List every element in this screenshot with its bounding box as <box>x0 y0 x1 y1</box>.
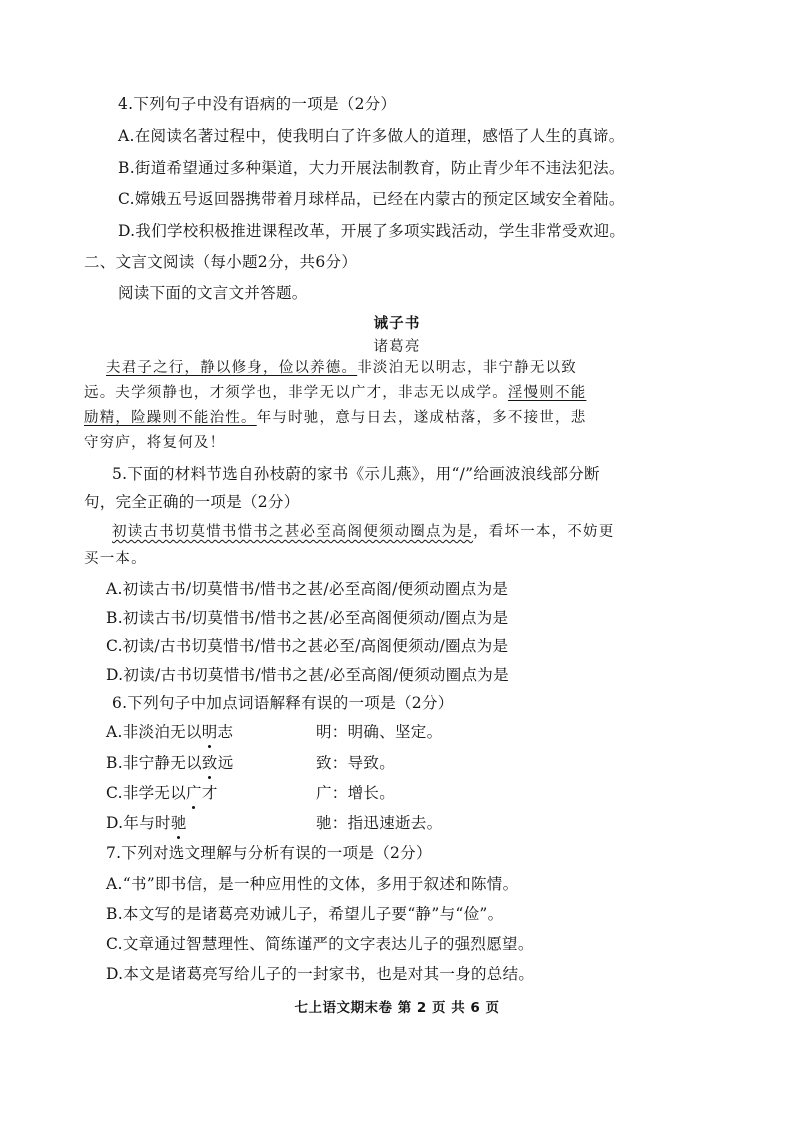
q6-stem: 6.下列句子中加点词语解释有误的一项是（2分） <box>112 694 454 712</box>
passage-text-3: 年与时驰，意与日去，遂成枯落，多不接世，悲 <box>256 410 587 426</box>
q7-option-a: A.“书”即书信，是一种应用性的文体，多用于叙述和陈情。 <box>106 875 519 893</box>
section2-heading: 二、文言文阅读（每小题2分，共6分） <box>84 253 358 271</box>
q5-stem-line-1: 5.下面的材料节选自孙枝蔚的家书《示儿燕》，用“/”给画波浪线部分断 <box>112 465 600 483</box>
passage-title: 诫子书 <box>373 315 421 332</box>
q5-material-wavy: 初读古书切莫惜书惜书之甚必至高阁便须动圈点为是 <box>112 524 474 540</box>
q6-option-c <box>106 782 218 804</box>
q5-option-a: A.初读古书/切莫惜书/惜书之甚/必至高阁/便须动圈点为是 <box>106 580 509 598</box>
q5-stem-line-2: 句，完全正确的一项是（2分） <box>84 493 300 511</box>
passage-line-4: 守穷庐，将复何及！ <box>84 435 226 451</box>
passage-line-3 <box>84 407 586 429</box>
q5-option-b: B.初读古书/切莫惜书/惜书之甚/必至高阁便须动/圈点为是 <box>106 609 509 627</box>
q6-a-post: 志 <box>217 723 234 741</box>
q6-explain-a: 明：明确、坚定。 <box>316 723 443 741</box>
passage-underlined-3: 励精，险躁则不能治性。 <box>84 410 257 426</box>
q6-b-pre: B.非宁静无以 <box>106 754 202 772</box>
passage-text-1: 非淡泊无以明志，非宁静无以致 <box>357 360 578 376</box>
passage-line-1 <box>106 357 577 379</box>
q6-c-post: 才 <box>201 784 218 802</box>
q6-c-pre: C.非学无以 <box>106 784 187 802</box>
q5-option-c: C.初读/古书切莫惜书/惜书之甚必至/高阁便须动/圈点为是 <box>106 637 509 655</box>
passage-underlined-2: 淫慢则不能 <box>507 385 587 401</box>
q6-d-pre: D.年与时 <box>106 814 171 832</box>
q6-b-dotted-word: 致 <box>201 754 218 772</box>
q6-explain-b: 致：导致。 <box>316 754 396 772</box>
q6-option-a <box>106 721 233 743</box>
q7-option-b: B.本文写的是诸葛亮劝诫儿子，希望儿子要“静”与“俭”。 <box>106 905 504 923</box>
q4-option-d: D.我们学校积极推进课程改革，开展了多项实践活动，学生非常受欢迎。 <box>118 222 626 240</box>
passage-text-2: 远。夫学须静也，才须学也，非学无以广才，非志无以成学。 <box>84 385 508 401</box>
passage-underlined-1: 夫君子之行，静以修身，俭以养德。 <box>106 360 358 376</box>
q4-option-a: A.在阅读名著过程中，使我明白了许多做人的道理，感悟了人生的真谛。 <box>118 127 625 145</box>
q4-option-c: C.嫦娥五号返回器携带着月球样品，已经在内蒙古的预定区域安全着陆。 <box>118 190 625 208</box>
q6-a-dotted-word: 明 <box>201 723 218 741</box>
q6-b-post: 远 <box>217 754 234 772</box>
q7-option-d: D.本文是诸葛亮写给儿子的一封家书，也是对其一身的总结。 <box>106 965 535 983</box>
q5-material-line-2: 买一本。 <box>84 551 147 567</box>
q7-stem: 7.下列对选文理解与分析有误的一项是（2分） <box>106 844 432 862</box>
q6-option-b <box>106 752 234 774</box>
q5-material-rest: ，看坏一本，不妨更 <box>473 524 615 540</box>
q6-d-dotted-word: 驰 <box>170 814 187 832</box>
q6-c-dotted-word: 广 <box>186 784 202 802</box>
q4-stem: 4.下列句子中没有语病的一项是（2分） <box>118 95 397 113</box>
passage-line-2 <box>84 382 586 404</box>
passage-author: 诸葛亮 <box>373 339 421 355</box>
q6-explain-d: 驰：指迅速逝去。 <box>316 814 443 832</box>
section2-instruction: 阅读下面的文言文并答题。 <box>118 284 308 302</box>
q6-option-d <box>106 812 187 834</box>
q4-option-b: B.街道希望通过多种渠道，大力开展法制教育，防止青少年不违法犯法。 <box>118 159 625 177</box>
q6-explain-c: 广：增长。 <box>316 784 396 802</box>
page-footer: 七上语文期末卷 第 2 页 共 6 页 <box>294 1000 500 1016</box>
q5-material-line-1 <box>112 521 614 543</box>
q7-option-c: C.文章通过智慧理性、简练谨严的文字表达儿子的强烈愿望。 <box>106 935 534 953</box>
q5-option-d: D.初读/古书切莫惜书/惜书之甚/必至高阁/便须动圈点为是 <box>106 666 509 684</box>
q6-a-pre: A.非淡泊无以 <box>106 723 202 741</box>
